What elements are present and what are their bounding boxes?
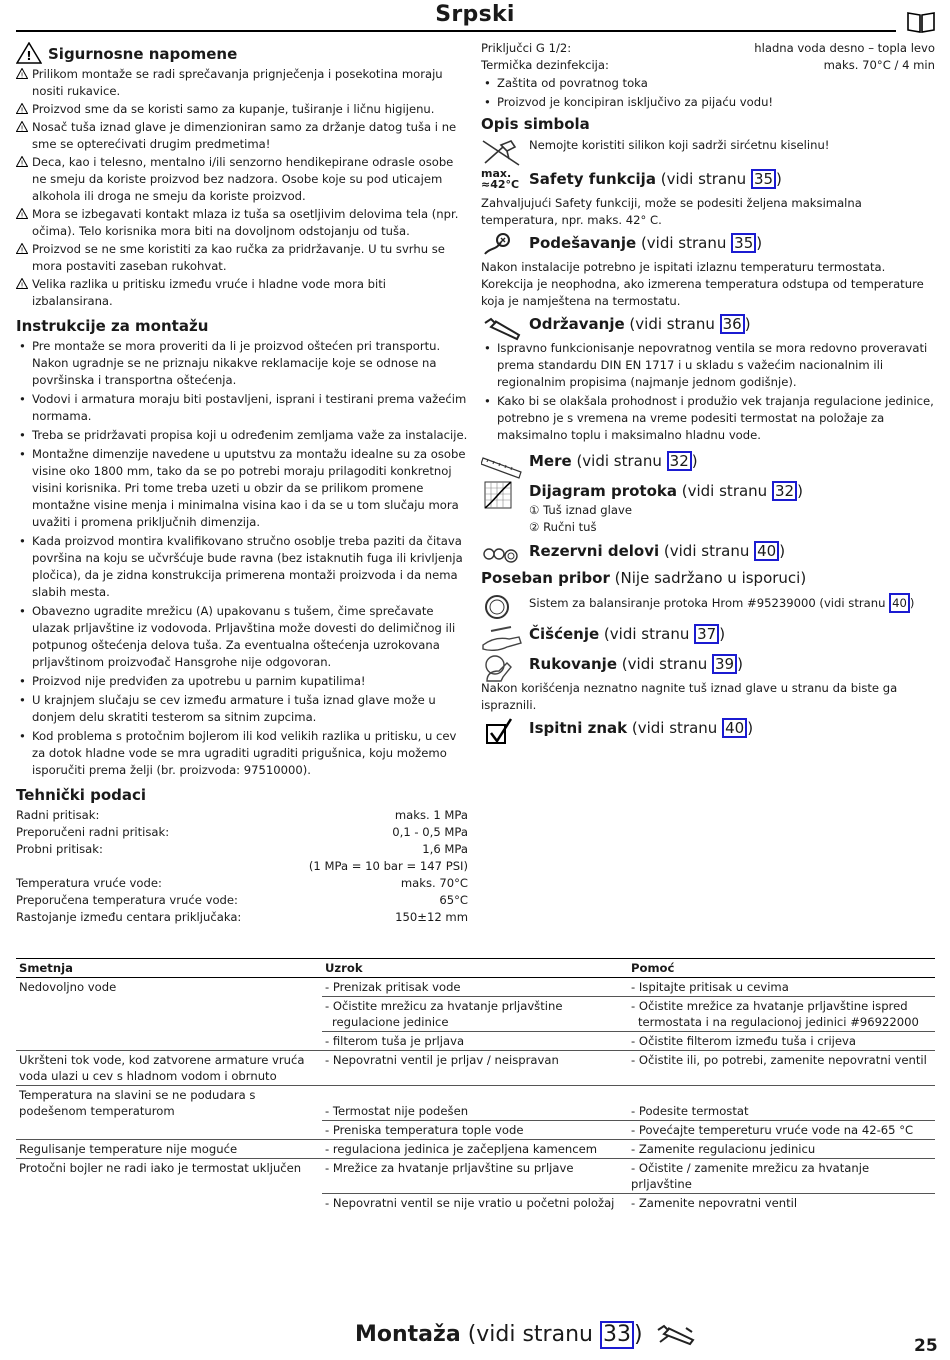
troubleshooting-table [16, 958, 935, 1212]
list-item: • Montažne dimenzije navedene u uputstvu za montažu idealne su za osobe visine oko 1800 mm, tako da se po potrebi moraju prilagoditi konkretnoj visini korisnika. Pri tome treba uzeti u obzir da se prilikom promene montažne visine menja i minimalna visina kao i da se u tom slučaju mora uvažiti i promena priključnih dimenzija. [16, 446, 468, 531]
svg-text:!: ! [20, 106, 24, 114]
page-link[interactable]: 40 [722, 718, 747, 738]
tech-title: Tehnički podaci [16, 786, 147, 804]
adjustment: Podešavanje (vidi stranu 35 ) [481, 232, 935, 256]
page-link[interactable]: 40 [889, 593, 910, 613]
page-link[interactable]: 36 [720, 314, 745, 334]
svg-text:!: ! [20, 281, 24, 289]
svg-text:!: ! [20, 71, 24, 79]
flow-chart-icon [481, 480, 523, 510]
right-column [481, 40, 935, 744]
list-item: • Pre montaže se mora proveriti da li je proizvod oštećen pri transportu. Nakon ugradnje se ne priznaju nikakve reklamacije koje se odnose na površinska i transportna oštećenja. [16, 338, 468, 389]
silicone-note: Nemojte koristiti silikon koji sadrži sirćetnu kiselinu! [481, 137, 935, 165]
book-icon [906, 10, 936, 34]
ring-icon [481, 593, 523, 623]
diagram-legend-1: ① Tuš iznad glave [529, 503, 632, 517]
list-item: • Vodovi i armatura moraju biti postavljeni, isprani i testirani prema važećim normama. [16, 391, 468, 425]
page-number: 25 [914, 1336, 938, 1356]
table-row: Protočni bojler ne radi iako je termostat uključen - Mrežice za hvatanje prljavštine su prljave - Očistite / zamenite mrežicu za hvatanje prljavštine [16, 1159, 935, 1194]
list-item: • Kako bi se olakšala prohodnost i produžio vek trajanja regulacione jedinice, potrebno je s vremena na vreme podesiti termostat na položaje za maksimalno toplu i maksimalno hladnu vode. [481, 393, 935, 444]
table-row: Temperatura na slavini se ne podudara s podešenom temperaturom - Termostat nije podešen - Podesite termostat [16, 1086, 935, 1121]
table-row: - Preniska temperatura tople vode - Povećajte tempereturu vruće vode na 42-65 °C [16, 1121, 935, 1140]
page-link[interactable]: 33 [600, 1321, 634, 1349]
list-item: • U krajnjem slučaju se cev između armature i tuša iznad glave može u donjem delu skratiti testerom sa sitnim zupcima. [16, 692, 468, 726]
cleaning: Čišćenje (vidi stranu 37 ) [481, 623, 935, 647]
column-header: Pomoć [628, 959, 935, 978]
svg-text:!: ! [20, 124, 24, 132]
list-item: • Treba se pridržavati propisa koji u određenim zemljama važe za instalacije. [16, 427, 468, 444]
warning-icon [16, 121, 28, 132]
checkbox-icon [481, 717, 523, 747]
safety-item: ! Velika razlika u pritisku između vruće i hladne vode mora biti izbalansirana. [16, 276, 468, 310]
table-row: - Očistite mrežicu za hvatanje prljavštine regulacione jedinice - Očistite mrežice za hvatanje prljavštine ispred termostata i na regulacionoj jedinici #96922000 [16, 997, 935, 1032]
connections-row: Priključci G 1/2: hladna voda desno – topla levo [481, 41, 935, 55]
warning-icon [16, 278, 28, 289]
feature-list [481, 75, 935, 111]
list-item: • Ispravno funkcionisanje nepovratnog ventila se mora redovno proveravati prema standardu DIN EN 1717 i u skladu s važećim nacionalnim ili regionalnim propisima (najmanje jednom godišnje). [481, 340, 935, 391]
safety-item: ! Deca, kao i telesno, mentalno i/ili senzorno hendikepirane odrasle osobe ne smeju da koriste proizvod bez nadzora. Osobe koje su pod uticajem alkohola ili droga ne smeju da koriste proizvod. [16, 154, 468, 205]
page-link[interactable]: 35 [751, 169, 776, 189]
warning-icon [16, 243, 28, 254]
disinfection-row: Termička dezinfekcija: maks. 70°C / 4 min [481, 58, 935, 72]
operation-desc: Nakon korišćenja neznatno nagnite tuš iznad glave u stranu da biste ga ispraznili. [481, 681, 898, 712]
silicone-gun-icon [481, 137, 523, 167]
page-link[interactable]: 39 [712, 654, 737, 674]
svg-text:!: ! [26, 49, 32, 63]
warning-icon [16, 103, 28, 114]
header-rule [16, 30, 896, 32]
safety-item: ! Proizvod se ne sme koristiti za kao ručka za pridržavanje. U tu svrhu se mora postaviti zaseban rukohvat. [16, 241, 468, 275]
safety-list [16, 66, 468, 310]
max-temp-icon: max. ≈42°C [481, 167, 520, 191]
ruler-icon [481, 450, 523, 480]
page-link[interactable]: 32 [772, 481, 797, 501]
table-row: - Nepovratni ventil se nije vratio u početni položaj - Zamenite nepovratni ventil [16, 1194, 935, 1213]
wrench-icon [481, 313, 523, 343]
table-row: Nedovoljno vode - Prenizak pritisak vode - Ispitajte pritisak u cevima [19, 980, 789, 994]
adjustment-desc: Nakon instalacije potrebno je ispitati izlaznu temperaturu termostata. Korekcija je neophodna, ako izmerena temperatura odstupa od temperature koja je namještena na termostatu. [481, 260, 924, 308]
list-item: • Obavezno ugradite mrežicu (A) upakovanu s tušem, čime sprečavate ulazak prljavštine iz vodovoda. Prljavština može dovesti do delimičnog ili potpunog oštećenja delova tuša. Za eventualna oštećenja uzrokovana prljavštinom proizvođač Hansgrohe nije odgovoran. [16, 603, 468, 671]
list-item: • Kod problema s protočnim bojlerom ili kod velikih razlika u pritisku, u cev za dotok hladne vode se mra ugraditi ugraditi prigušnica, koju možemo isporučiti prema želji (br. proizvoda: 97510000). [16, 728, 468, 779]
table-header-row [16, 959, 935, 978]
tech-row: Probni pritisak: 1,6 MPa [16, 842, 468, 856]
warning-icon [16, 208, 28, 219]
cleaning-hand-icon [481, 623, 523, 653]
tech-row: Preporučeni radni pritisak: 0,1 - 0,5 MPa [16, 825, 468, 839]
maintenance: Održavanje (vidi stranu 36 ) [481, 313, 935, 337]
warning-icon [16, 68, 28, 79]
page-link[interactable]: 40 [754, 541, 779, 561]
svg-text:!: ! [20, 246, 24, 254]
table-row: Regulisanje temperature nije moguće - regulaciona jedinica je začepljena kamencem - Zamenite regulacionu jedinicu [16, 1140, 935, 1159]
table-row: - filterom tuša je prljava - Očistite filterom između tuša i crijeva [16, 1032, 935, 1051]
wrench-icon [656, 1324, 696, 1346]
operation: Rukovanje (vidi stranu 39 ) [481, 653, 935, 677]
page-link[interactable]: 35 [731, 233, 756, 253]
tech-row: Rastojanje između centara priključaka: 150±12 mm [16, 910, 468, 924]
symbols-title: Opis simbola [481, 115, 590, 133]
tech-row: Radni pritisak: maks. 1 MPa [16, 808, 468, 822]
flow-diagram: Dijagram protoka (vidi stranu 32 ) ① Tuš iznad glave ② Ručni tuš [481, 480, 935, 536]
svg-text:!: ! [20, 159, 24, 167]
safety-title: Sigurnosne napomene [48, 45, 238, 63]
table-row: Ukršteni tok vode, kod zatvorene armature vruća voda ulazi u cev s hladnom vodom i obrnuto - Nepovratni ventil je prljav / neispravan - Očistite ili, po potrebi, zamenite nepovratni ventil [16, 1051, 935, 1086]
tech-row: Temperatura vruće vode: maks. 70°C [16, 876, 468, 890]
safety-item: ! Prilikom montaže se radi sprečavanja prignječenja i posekotina moraju nositi rukavice. [16, 66, 468, 100]
dimensions: Mere (vidi stranu 32 ) [481, 450, 935, 474]
left-column [16, 40, 468, 926]
warning-icon [16, 156, 28, 167]
spare-parts-icon [481, 540, 523, 570]
test-mark: Ispitni znak (vidi stranu 40 ) [481, 717, 935, 741]
tech-row: (1 MPa = 10 bar = 147 PSI) [308, 859, 468, 873]
balancing-system: Sistem za balansiranje protoka Hrom #95239000 (vidi stranu 40 ) [481, 593, 935, 617]
svg-text:!: ! [20, 211, 24, 219]
install-title: Instrukcije za montažu [16, 317, 209, 335]
maintenance-list [481, 340, 935, 444]
safety-item: ! Mora se izbegavati kontakt mlaza iz tuša sa osetljivim delovima tela (npr. očima). Telo korisnika mora biti na dovoljnom odstojanju od tuša. [16, 206, 468, 240]
tech-row: Preporučena temperatura vruće vode: 65°C [16, 893, 468, 907]
tech-table [16, 807, 468, 926]
column-header: Uzrok [322, 959, 628, 978]
footer-mounting: Montaža (vidi stranu 33 ) [355, 1320, 696, 1350]
safety-desc: Zahvaljujući Safety funkciji, može se podesiti željena maksimalna temperatura, npr. maks. 42° C. [481, 196, 862, 227]
list-item: • Kada proizvod montira kvalifikovano stručno osoblje treba paziti da čitava površina na koju se učvršćuje bude ravna (bez istaknutih fuga ili krivljenja pločica), da je zidna konstrukcija primerena montaži proizvoda i da nema slabih mesta. [16, 533, 468, 601]
safety-function: max. ≈42°C Safety funkcija (vidi stranu 35 ) [481, 168, 935, 192]
page-title: Srpski [435, 2, 515, 27]
install-list [16, 338, 468, 779]
thermometer-icon [481, 232, 523, 262]
warning-icon [16, 42, 42, 64]
safety-item: ! Proizvod sme da se koristi samo za kupanje, tuširanje i ličnu higijenu. [16, 101, 468, 118]
diagram-legend-2: ② Ručni tuš [529, 520, 597, 534]
list-item: • Proizvod nije predviđen za upotrebu u parnim kupatilima! [16, 673, 468, 690]
safety-item: ! Nosač tuša iznad glave je dimenzioniran samo za držanje datog tuša i ne sme se opterećivati drugim predmetima! [16, 119, 468, 153]
column-header: Smetnja [16, 959, 322, 978]
spare-parts: Rezervni delovi (vidi stranu 40 ) [481, 540, 935, 564]
page-link[interactable]: 37 [694, 624, 719, 644]
operation-hand-icon [481, 653, 523, 683]
special-accessories-title: Poseban pribor (Nije sadržano u isporuci) [481, 569, 807, 587]
list-item: • Zaštita od povratnog toka [481, 75, 935, 92]
page-link[interactable]: 32 [667, 451, 692, 471]
list-item: • Proizvod je koncipiran isključivo za pijaću vodu! [481, 94, 935, 111]
